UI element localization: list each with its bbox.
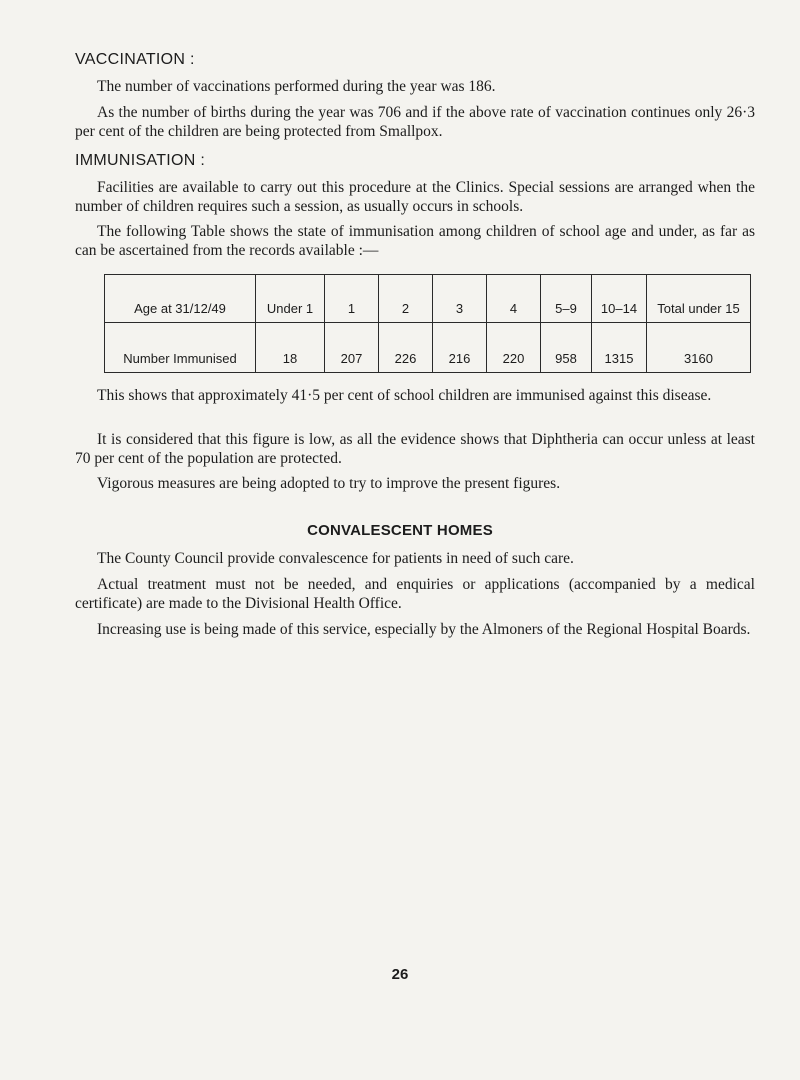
table-header-cell: 1: [325, 275, 379, 323]
table-header-cell: 10–14: [592, 275, 647, 323]
table-cell: 3160: [647, 323, 751, 373]
convalescent-paragraph-2: Actual treatment must not be needed, and enquiries or applications (accompanied by a medical certificate) are made to the Divisional Health Office.: [75, 576, 755, 612]
table-row-label: Number Immunised: [105, 323, 256, 373]
immunisation-paragraph-1: Facilities are available to carry out this procedure at the Clinics. Special sessions are arranged when the number of children requires such a session, as usually occurs in schools.: [75, 179, 755, 215]
immunisation-paragraph-3: This shows that approximately 41·5 per cent of school children are immunised against this disease.: [97, 387, 712, 404]
table-header-cell: Total under 15: [647, 275, 751, 323]
table-header-cell: 4: [487, 275, 541, 323]
page-number: 26: [391, 966, 409, 983]
table-row: [105, 323, 751, 373]
immunisation-paragraph-5: Vigorous measures are being adopted to try to improve the present figures.: [97, 475, 561, 492]
table-header-cell: Under 1: [256, 275, 325, 323]
table-cell: 216: [433, 323, 487, 373]
table-header-cell: Age at 31/12/49: [105, 275, 256, 323]
convalescent-paragraph-3: Increasing use is being made of this service, especially by the Almoners of the Regional Hospital Boards.: [97, 621, 751, 638]
immunisation-paragraph-2: The following Table shows the state of immunisation among children of school age and under, as far as can be ascertained from the records available :—: [75, 223, 755, 259]
immunisation-paragraph-4: It is considered that this figure is low, as all the evidence shows that Diphtheria can occur unless at least 70 per cent of the population are protected.: [75, 431, 755, 467]
table-cell: 18: [256, 323, 325, 373]
convalescent-heading: CONVALESCENT HOMES: [307, 522, 493, 539]
convalescent-paragraph-1: The County Council provide convalescence for patients in need of such care.: [97, 550, 574, 567]
table-header-cell: 3: [433, 275, 487, 323]
table-cell: 1315: [592, 323, 647, 373]
table-cell: 958: [541, 323, 592, 373]
table-header-cell: 2: [379, 275, 433, 323]
vaccination-paragraph-1: The number of vaccinations performed during the year was 186.: [97, 78, 496, 95]
immunisation-heading: IMMUNISATION :: [75, 152, 206, 169]
immunisation-table: [104, 274, 751, 373]
table-cell: 220: [487, 323, 541, 373]
table-header-row: [105, 275, 751, 323]
vaccination-paragraph-2: As the number of births during the year was 706 and if the above rate of vaccination continues only 26·3 per cent of the children are being protected from Smallpox.: [75, 104, 755, 140]
vaccination-heading: VACCINATION :: [75, 51, 195, 68]
table-cell: 207: [325, 323, 379, 373]
table-cell: 226: [379, 323, 433, 373]
table-header-cell: 5–9: [541, 275, 592, 323]
